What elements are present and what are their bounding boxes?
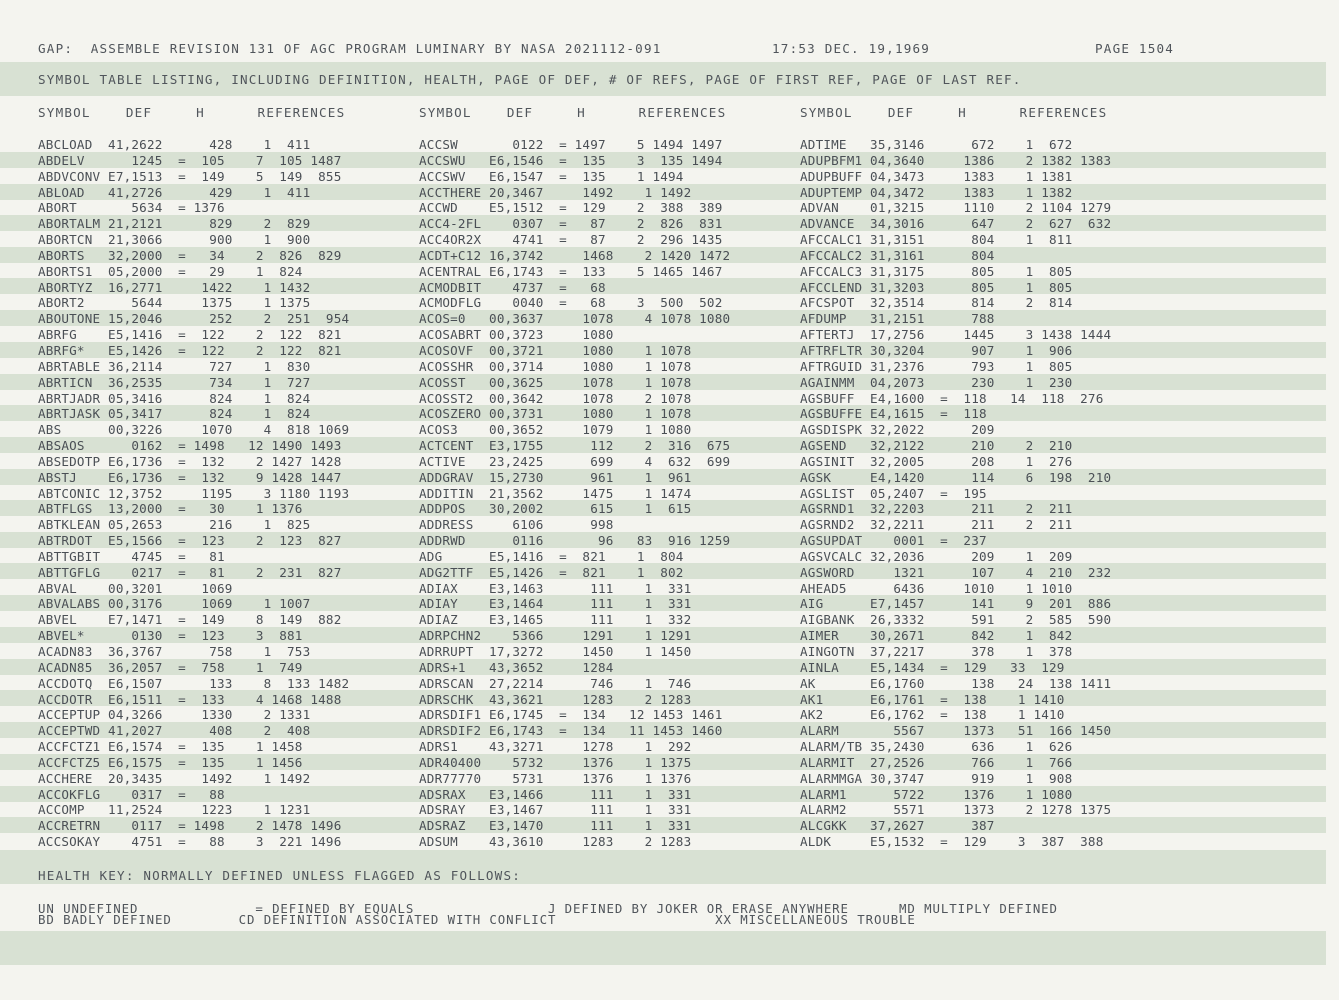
column-header-2: SYMBOL DEF H REFERENCES [419,105,727,120]
symbol-row: ADUPBUFF 04,3473 1383 1 1381 [800,168,1073,184]
symbol-row: ABORT2 5644 1375 1 1375 [38,295,311,311]
symbol-row: ADSRAX E3,1466 111 1 331 [419,786,692,802]
symbol-row: AHEAD5 6436 1010 1 1010 [800,580,1073,596]
symbol-row: ABSEDOTP E6,1736 = 132 2 1427 1428 [38,453,342,469]
symbol-row: ACCWD E5,1512 = 129 2 388 389 [419,200,723,216]
symbol-row: AGSINIT 32,2005 208 1 276 [800,453,1073,469]
symbol-row: ACOSST2 00,3642 1078 2 1078 [419,390,692,406]
symbol-row: AGSBUFFE E4,1615 = 118 [800,406,987,422]
symbol-row: ACCEPTUP 04,3266 1330 2 1331 [38,707,311,723]
symbol-row: ADIAZ E3,1465 111 1 332 [419,612,692,628]
column-header-3: SYMBOL DEF H REFERENCES [800,105,1108,120]
symbol-row: ADRRUPT 17,3272 1450 1 1450 [419,644,692,659]
symbol-row: AK2 E6,1762 = 138 1 1410 [800,707,1065,723]
symbol-row: ABRFG* E5,1426 = 122 2 122 821 [38,342,342,358]
symbol-row: ACCHERE 20,3435 1492 1 1492 [38,770,311,786]
symbol-row: ACOSST 00,3625 1078 1 1078 [419,374,692,390]
page-number: PAGE 1504 [1095,41,1175,56]
symbol-row: ADUPTEMP 04,3472 1383 1 1382 [800,184,1073,200]
symbol-row: ABVALABS 00,3176 1069 1 1007 [38,596,311,612]
symbol-row: ACOS=0 00,3637 1078 4 1078 1080 [419,311,731,327]
symbol-row: AGSVCALC 32,2036 209 1 209 [800,548,1073,564]
symbol-row: ABTTGFLG 0217 = 81 2 231 827 [38,564,342,580]
symbol-row: ACTCENT E3,1755 112 2 316 675 [419,438,731,454]
symbol-row: AK E6,1760 138 24 138 1411 [800,675,1112,691]
symbol-row: AGSDISPK 32,2022 209 [800,422,995,438]
symbol-row: ACOS3 00,3652 1079 1 1080 [419,422,692,438]
symbol-row: ABORTCN 21,3066 900 1 900 [38,232,311,248]
symbol-row: ABVAL 00,3201 1069 [38,580,233,596]
symbol-row: ABS 00,3226 1070 4 818 1069 [38,422,350,438]
symbol-row: AK1 E6,1761 = 138 1 1410 [800,691,1065,707]
symbol-row: AFTRGUID 31,2376 793 1 805 [800,358,1073,374]
symbol-row: ABRTICN 36,2535 734 1 727 [38,374,311,390]
symbol-row: ABVEL E7,1471 = 149 8 149 882 [38,612,342,628]
symbol-column-2 [419,137,730,850]
symbol-row: ADRS1 43,3271 1278 1 292 [419,739,692,755]
symbol-row: ABTRDOT E5,1566 = 123 2 123 827 [38,533,342,549]
health-key-line-1: UN UNDEFINED = DEFINED BY EQUALS J DEFINED BY JOKER OR ERASE ANYWHERE MD MULTIPLY DEFINED [38,901,1058,916]
symbol-row: ABTCONIC 12,3752 1195 3 1180 1193 [38,485,350,501]
symbol-row: ABRTABLE 36,2114 727 1 830 [38,358,311,374]
symbol-row: AGSK E4,1420 114 6 198 210 [800,469,1112,485]
symbol-row: ADR77770 5731 1376 1 1376 [419,770,692,786]
symbol-row: AGSRND2 32,2211 211 2 211 [800,517,1073,533]
symbol-row: ABVEL* 0130 = 123 3 881 [38,628,303,644]
symbol-row: ACCSWV E6,1547 = 135 1 1494 [419,168,684,184]
symbol-row: AGSEND 32,2122 210 2 210 [800,438,1073,454]
health-key-line-2: BD BADLY DEFINED CD DEFINITION ASSOCIATED WITH CONFLICT XX MISCELLANEOUS TROUBLE [38,912,916,927]
symbol-row: ALARM/TB 35,2430 636 1 626 [800,739,1073,755]
symbol-row: AFCCALC3 31,3175 805 1 805 [800,263,1073,279]
symbol-row: ADR40400 5732 1376 1 1375 [419,754,692,770]
symbol-row: ALDK E5,1532 = 129 3 387 388 [800,834,1104,850]
health-key-title: HEALTH KEY: NORMALLY DEFINED UNLESS FLAGGED AS FOLLOWS: [38,868,522,883]
symbol-row: AFCCALC1 31,3151 804 1 811 [800,232,1073,248]
symbol-row: ACOSZERO 00,3731 1080 1 1078 [419,406,692,422]
symbol-row: ACMODBIT 4737 = 68 [419,279,606,295]
symbol-row: ACCRETRN 0117 = 1498 2 1478 1496 [38,818,342,834]
symbol-row: AFTRFLTR 30,3204 907 1 906 [800,342,1073,358]
symbol-row: AFCCALC2 31,3161 804 [800,247,995,263]
symbol-row: ADSUM 43,3610 1283 2 1283 [419,834,692,850]
symbol-row: ABORTS1 05,2000 = 29 1 824 [38,263,303,279]
symbol-row: ABORTALM 21,2121 829 2 829 [38,216,311,232]
symbol-row: AGSWORD 1321 107 4 210 232 [800,564,1112,580]
symbol-row: AIMER 30,2671 842 1 842 [800,628,1073,644]
symbol-row: ACCDOTR E6,1511 = 133 4 1468 1488 [38,691,342,707]
symbol-row: AIG E7,1457 141 9 201 886 [800,596,1112,612]
symbol-row: ABRTJASK 05,3417 824 1 824 [38,406,311,422]
symbol-row: ALARM2 5571 1373 2 1278 1375 [800,802,1112,818]
symbol-row: AGSUPDAT 0001 = 237 [800,533,987,549]
symbol-row: ADDPOS 30,2002 615 1 615 [419,501,692,517]
symbol-row: ADVAN 01,3215 1110 2 1104 1279 [800,200,1112,216]
symbol-row: ADSRAZ E3,1470 111 1 331 [419,818,692,834]
symbol-row: ABORTS 32,2000 = 34 2 826 829 [38,247,342,263]
symbol-row: ABCLOAD 41,2622 428 1 411 [38,137,311,152]
symbol-row: ABDVCONV E7,1513 = 149 5 149 855 [38,168,342,184]
symbol-row: AGSLIST 05,2407 = 195 [800,485,987,501]
symbol-row: AFCSPOT 32,3514 814 2 814 [800,295,1073,311]
symbol-row: ACCFCTZ5 E6,1575 = 135 1 1456 [38,754,303,770]
symbol-row: ADRPCHN2 5366 1291 1 1291 [419,628,692,644]
symbol-row: ACOSABRT 00,3723 1080 [419,327,614,343]
symbol-row: ACCSW 0122 = 1497 5 1494 1497 [419,137,723,152]
symbol-row: AINLA E5,1434 = 129 33 129 [800,659,1065,675]
symbol-row: ACADN85 36,2057 = 758 1 749 [38,659,303,675]
symbol-row: ABTKLEAN 05,2653 216 1 825 [38,517,311,533]
symbol-row: ACCDOTQ E6,1507 133 8 133 1482 [38,675,350,691]
report-timestamp: 17:53 DEC. 19,1969 [772,41,931,56]
symbol-row: ADDITIN 21,3562 1475 1 1474 [419,485,692,501]
symbol-row: ADDRESS 6106 998 [419,517,614,533]
symbol-row: ABRFG E5,1416 = 122 2 122 821 [38,327,342,343]
symbol-row: ACCEPTWD 41,2027 408 2 408 [38,723,311,739]
symbol-row: ABORTYZ 16,2771 1422 1 1432 [38,279,311,295]
symbol-row: ACCTHERE 20,3467 1492 1 1492 [419,184,692,200]
symbol-row: ADIAX E3,1463 111 1 331 [419,580,692,596]
symbol-row: ALARM1 5722 1376 1 1080 [800,786,1073,802]
symbol-row: AGSRND1 32,2203 211 2 211 [800,501,1073,517]
symbol-row: ACTIVE 23,2425 699 4 632 699 [419,453,731,469]
symbol-row: ACCSOKAY 4751 = 88 3 221 1496 [38,834,342,850]
symbol-row: ACDT+C12 16,3742 1468 2 1420 1472 [419,247,731,263]
symbol-row: ABTTGBIT 4745 = 81 [38,548,225,564]
symbol-row: ACCFCTZ1 E6,1574 = 135 1 1458 [38,739,303,755]
symbol-row: ADDGRAV 15,2730 961 1 961 [419,469,692,485]
symbol-row: ACOSOVF 00,3721 1080 1 1078 [419,342,692,358]
symbol-row: ALCGKK 37,2627 387 [800,818,995,834]
symbol-row: AIGBANK 26,3332 591 2 585 590 [800,612,1112,628]
symbol-row: ABTFLGS 13,2000 = 30 1 1376 [38,501,303,517]
symbol-row: ADRSCHK 43,3621 1283 2 1283 [419,691,692,707]
symbol-row: ADSRAY E3,1467 111 1 331 [419,802,692,818]
symbol-row: ADRS+1 43,3652 1284 [419,659,614,675]
column-header-1: SYMBOL DEF H REFERENCES [38,105,346,120]
symbol-row: ADUPBFM1 04,3640 1386 2 1382 1383 [800,152,1112,168]
symbol-column-3 [800,137,1111,850]
symbol-row: ACADN83 36,3767 758 1 753 [38,644,311,659]
symbol-row: ALARMIT 27,2526 766 1 766 [800,754,1073,770]
symbol-row: ADG E5,1416 = 821 1 804 [419,548,684,564]
symbol-row: ABLOAD 41,2726 429 1 411 [38,184,311,200]
symbol-row: AINGOTN 37,2217 378 1 378 [800,644,1073,659]
report-header: GAP: ASSEMBLE REVISION 131 OF AGC PROGRAM LUMINARY BY NASA 2021112-091 [38,41,662,56]
symbol-row: ADIAY E3,1464 111 1 331 [419,596,692,612]
symbol-row: ABOUTONE 15,2046 252 2 251 954 [38,311,350,327]
symbol-row: ACCOMP 11,2524 1223 1 1231 [38,802,311,818]
symbol-row: ABDELV 1245 = 105 7 105 1487 [38,152,342,168]
band [0,931,1326,965]
listing-subtitle: SYMBOL TABLE LISTING, INCLUDING DEFINITION, HEALTH, PAGE OF DEF, # OF REFS, PAGE OF FIRST REF, PAGE OF LAST REF. [38,72,1022,87]
symbol-row: ADRSDIF2 E6,1743 = 134 11 1453 1460 [419,723,723,739]
symbol-row: ALARM 5567 1373 51 166 1450 [800,723,1112,739]
symbol-row: ACC4-2FL 0307 = 87 2 826 831 [419,216,723,232]
symbol-row: AFCCLEND 31,3203 805 1 805 [800,279,1073,295]
symbol-row: ABORT 5634 = 1376 [38,200,225,216]
symbol-row: ACCSWU E6,1546 = 135 3 135 1494 [419,152,723,168]
symbol-row: ADRSDIF1 E6,1745 = 134 12 1453 1461 [419,707,723,723]
symbol-row: ABSAOS 0162 = 1498 12 1490 1493 [38,438,342,454]
symbol-column-1 [38,137,349,850]
symbol-row: ADDRWD 0116 96 83 916 1259 [419,533,731,549]
symbol-row: ABSTJ E6,1736 = 132 9 1428 1447 [38,469,342,485]
symbol-row: ALARMMGA 30,3747 919 1 908 [800,770,1073,786]
symbol-row: ACC4OR2X 4741 = 87 2 296 1435 [419,232,723,248]
symbol-row: ADRSCAN 27,2214 746 1 746 [419,675,692,691]
symbol-row: AFTERTJ 17,2756 1445 3 1438 1444 [800,327,1112,343]
symbol-row: ADG2TTF E5,1426 = 821 1 802 [419,564,684,580]
symbol-row: AGAINMM 04,2073 230 1 230 [800,374,1073,390]
symbol-row: AGSBUFF E4,1600 = 118 14 118 276 [800,390,1104,406]
symbol-row: ADVANCE 34,3016 647 2 627 632 [800,216,1112,232]
symbol-row: ACCOKFLG 0317 = 88 [38,786,225,802]
symbol-row: ACMODFLG 0040 = 68 3 500 502 [419,295,723,311]
symbol-row: ADTIME 35,3146 672 1 672 [800,137,1073,152]
symbol-row: AFDUMP 31,2151 788 [800,311,995,327]
symbol-row: ACENTRAL E6,1743 = 133 5 1465 1467 [419,263,723,279]
symbol-row: ACOSSHR 00,3714 1080 1 1078 [419,358,692,374]
symbol-row: ABRTJADR 05,3416 824 1 824 [38,390,311,406]
